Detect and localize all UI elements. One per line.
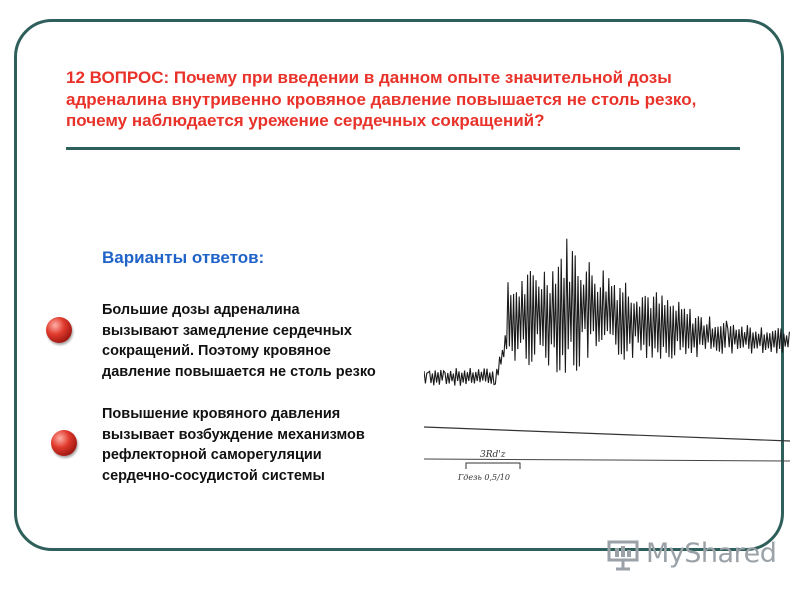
trace-label-upper: 3Rd'z <box>480 450 506 460</box>
question-line-3: почему наблюдается урежение сердечных сокращений? <box>66 111 545 130</box>
pressure-waveform <box>424 239 789 386</box>
myshared-logo <box>606 536 777 572</box>
answer-2-line-3: рефлекторной саморегуляции <box>102 447 322 463</box>
question-text <box>66 67 786 132</box>
baseline-line <box>424 459 790 461</box>
options-heading: Варианты ответов: <box>102 248 265 267</box>
trace-label-lower: Гдезь 0,5/10 <box>458 473 510 482</box>
answer-1-line-2: вызывают замедление сердечных <box>102 322 352 339</box>
logo-text: MyShared <box>646 538 777 569</box>
time-marker-line <box>424 427 790 441</box>
answer-2-bullet[interactable] <box>51 430 77 456</box>
answer-option-1[interactable] <box>102 300 442 382</box>
answer-1-line-1: Большие дозы адреналина <box>102 302 300 318</box>
answer-1-line-4: давление повышается не столь резко <box>102 363 376 380</box>
blood-pressure-trace <box>424 205 790 495</box>
presentation-board-icon <box>606 536 642 572</box>
answer-2-line-4: сердечно-сосудистой системы <box>102 467 325 484</box>
injection-marker <box>466 463 520 469</box>
answer-2-line-2: вызывает возбуждение механизмов <box>102 426 365 443</box>
answer-option-2[interactable] <box>102 404 442 486</box>
answer-1-bullet[interactable] <box>46 317 72 343</box>
answer-2-line-1: Повышение кровяного давления <box>102 406 341 422</box>
answer-1-line-3: сокращений. Поэтому кровяное <box>102 343 331 359</box>
title-divider <box>66 147 740 150</box>
question-line-1: 12 ВОПРОС: Почему при введении в данном опыте значительной дозы <box>66 68 672 87</box>
question-line-2: адреналина внутривенно кровяное давление повышается не столь резко, <box>66 89 697 109</box>
